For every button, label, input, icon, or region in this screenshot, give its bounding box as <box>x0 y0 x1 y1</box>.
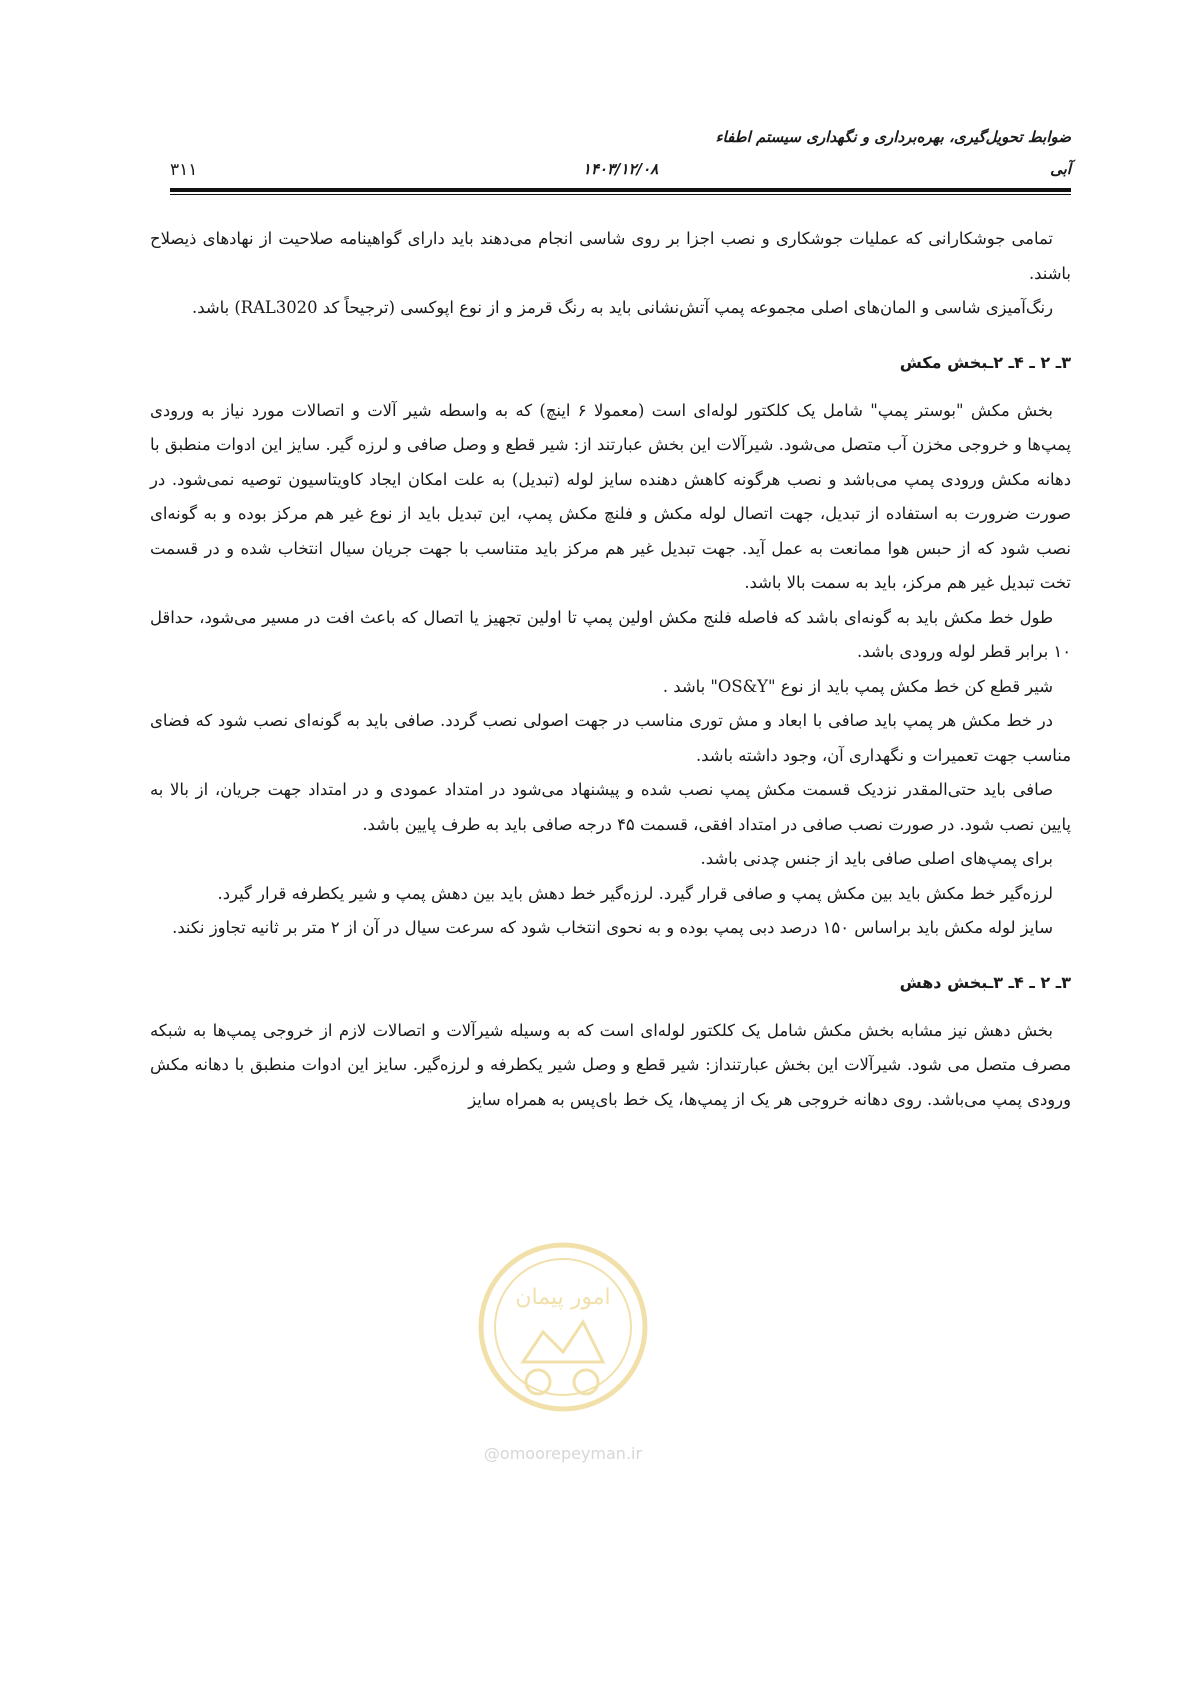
watermark-logo-icon <box>468 1232 658 1437</box>
document-title: ضوابط تحویل‌گیری، بهره‌برداری و نگهداری سیستم اطفاء <box>715 128 1071 146</box>
watermark-logo-text: امور پیمان <box>515 1285 611 1310</box>
section-heading-discharge: ۳ـ ۲ ـ ۴ـ ۳ـبخش دهش <box>899 972 1071 992</box>
paragraph-strainer-position: صافی باید حتی‌المقدر نزدیک قسمت مکش پمپ نصب شده و پیشنهاد می‌شود در امتداد عمودی و در امتداد جهت جریان، از بالا به پایین نصب شود. در صورت نصب صافی در امتداد افقی، قسمت ۴۵ درجه صافی باید به طرف پایین باشد. <box>150 780 1071 834</box>
paragraph-shutoff-valve: شیر قطع کن خط مکش پمپ باید از نوع "OS&Y" باشد . <box>662 676 1053 696</box>
section-heading-suction: ۳ـ ۲ ـ ۴ـ ۲ـبخش مکش <box>899 352 1071 372</box>
paragraph-strainer-install: در خط مکش هر پمپ باید صافی با ابعاد و مش توری مناسب در جهت اصولی نصب گردد. صافی باید به گونه‌ای نصب شود که فضای مناسب جهت تعمیرات و نگهداری آن، وجود داشته باشد. <box>150 711 1071 765</box>
document-date: ۱۴۰۳/۱۲/۰۸ <box>582 160 659 178</box>
page-body <box>150 222 1071 1117</box>
paragraph-welders: تمامی جوشکارانی که عملیات جوشکاری و نصب اجزا بر روی شاسی انجام می‌دهند باید دارای گواهینامه صلاحیت از نهادهای ذیصلاح باشند. <box>150 229 1071 283</box>
page-header <box>170 128 1071 195</box>
paragraph-suction-intro: بخش مکش "بوستر پمپ" شامل یک کلکتور لوله‌ای است (معمولا ۶ اینچ) که به واسطه شیر آلات و اتصالات مورد نیاز به ورودی پمپ‌ها و خروجی مخزن آب متصل می‌شود. شیرآلات این بخش عبارتند از: شیر قطع و وصل صافی و لرزه گیر. سایز این ادوات منطبق با دهانه مکش ورودی پمپ می‌باشد و نصب هرگونه کاهش دهنده سایز لوله (تبدیل) به علت امکان ایجاد کاویتاسیون توصیه نمی‌شود. در صورت ضرورت به استفاده از تبدیل، جهت اتصال لوله مکش و فلنچ مکش پمپ، این تبدیل باید از نوع غیر هم مرکز بوده و به گونه‌ای نصب شود که از حبس هوا ممانعت به عمل آید. جهت تبدیل غیر هم مرکز باید متناسب با جهت جریان سیال انتخاب شده و در قسمت تخت تبدیل غیر هم مرکز، باید به سمت بالا باشد. <box>150 400 1071 592</box>
watermark <box>468 1232 658 1482</box>
header-row <box>170 160 1071 186</box>
header-rule-thin <box>170 194 1071 195</box>
paragraph-strainer-material: برای پمپ‌های اصلی صافی باید از جنس چدنی باشد. <box>700 849 1053 868</box>
paragraph-discharge-intro: بخش دهش نیز مشابه بخش مکش شامل یک کلکتور لوله‌ای است که به وسیله شیرآلات و اتصالات لازم از خروجی پمپ‌ها به شبکه مصرف متصل می شود. شیرآلات این بخش عبارتنداز: شیر قطع و وصل شیر یکطرفه و لرزه‌گیر. سایز این ادوات منطبق با دهانه مکش ورودی پمپ می‌باشد. روی دهانه خروجی هر یک از پمپ‌ها، یک خط بای‌پس به همراه سایز <box>150 1020 1071 1109</box>
document-subtitle: آبی <box>1050 160 1071 178</box>
watermark-caption: @omoorepeyman.ir <box>483 1444 643 1463</box>
page-number: ۳۱۱ <box>170 160 198 180</box>
paragraph-suction-size: سایز لوله مکش باید براساس ۱۵۰ درصد دبی پمپ بوده و به نحوی انتخاب شود که سرعت سیال در آن از ۲ متر بر ثانیه تجاوز نکند. <box>172 918 1053 937</box>
paragraph-vibration-isolator: لرزه‌گیر خط مکش باید بین مکش پمپ و صافی قرار گیرد. لرزه‌گیر خط دهش باید بین دهش پمپ و شیر یکطرفه قرار گیرد. <box>217 883 1053 903</box>
paragraph-suction-length: طول خط مکش باید به گونه‌ای باشد که فاصله فلنج مکش اولین پمپ تا اولین تجهیز یا اتصال که باعث افت در مسیر می‌شود، حداقل ۱۰ برابر قطر لوله ورودی باشد. <box>150 607 1071 661</box>
paragraph-painting: رنگ‌آمیزی شاسی و المان‌های اصلی مجموعه پمپ آتش‌نشانی باید به رنگ قرمز و از نوع اپوکسی (ترجیحاً کد RAL3020) باشد. <box>192 298 1053 317</box>
header-rule-thick <box>170 188 1071 192</box>
